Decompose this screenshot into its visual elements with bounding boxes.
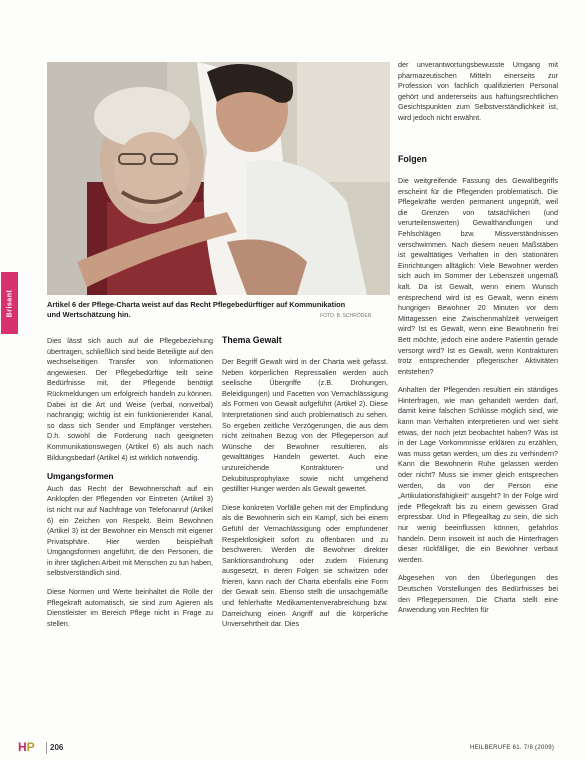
footer-divider	[46, 742, 47, 754]
caption-line-2: und Wertschätzung hin.	[47, 310, 131, 319]
column-3	[398, 176, 558, 624]
heading-folgen: Folgen	[398, 154, 427, 164]
col1-paragraph-3: Diese Normen und Werte beinhaltet die Rolle der Pflegekraft automatisch, sie sind zum Agieren als Dienstleister im Bereich Pflege nicht in Frage zu stellen.	[47, 587, 213, 628]
article-photo	[47, 62, 390, 295]
journal-logo	[18, 740, 35, 754]
subheading-umgangsformen: Umgangsformen	[47, 471, 114, 482]
photo-illustration	[47, 62, 390, 295]
logo-h: H	[18, 740, 27, 754]
col1-paragraph-1: Dies lässt sich auch auf die Pflegebeziehung übertragen, schließlich sind beide Beteiligte auf den wechselseitigen Transfer von Informationen angewiesen. Der Pflegebedürftige teilt seine Bedürfnisse mit, der Pflegende benötigt Rückmeldungen um erfolgreich handeln zu können. Dabei ist die Art und Weise (verbal, nonverbal) nachrangig; wichtig ist ein funktionierender Kanal, so dass sich Sender und Empfänger verstehen. D.h. sowohl die Forderung nach geeigneten Kommunikationswegen (Artikel 6) als auch nach Bildungsbedarf (Artikel 4) ist wirklich notwendig.	[47, 336, 213, 462]
col3-paragraph-3: Abgesehen von den Überlegungen des Deutschen Vorstellungen des Bedürfnisses bei den Pflegepersonen. Die Charta stellt eine Anwendung von Rechten für	[398, 573, 558, 615]
section-tab	[1, 272, 18, 334]
section-tab-label: Brisant	[6, 289, 13, 317]
column-3-top	[398, 60, 558, 132]
photo-credit: FOTO: B. SCHRÖDER	[320, 313, 372, 319]
heading-thema-gewalt: Thema Gewalt	[222, 335, 282, 345]
column-1	[47, 336, 213, 637]
col3-paragraph-0: der unverantwortungsbewusste Umgang mit pharmazeutischen Mitteln einerseits zur Profession von fachlich qualifizierten Personal gehört und andererseits aus haftungsrechtlichen Gesichtspunkten zum Selbstverständlichkeit ist, wird jedoch nicht erwähnt.	[398, 60, 558, 122]
journal-reference: HEILBERUFE 61. 7/8 (2009)	[470, 745, 555, 751]
col3-paragraph-1: Die weitgreifende Fassung des Gewaltbegriffs erscheint für die Pflegenden problematisch. Die Pflegekräfte werden permanent ungeprüft, weil die Grenzen von tatsächlichen (und verurteilenswerten) Gewalthandlungen und Fehlschlägen bzw. Missverständnissen verschwimmen. Nach diesem neuen Maßstäben ist gewalttätiges Verhalten in den stationären Einrichtungen alltäglich: Viele Bewohner werden sich auch im Sommer der Lebenszeit ungemäß kalt. Da ist Gewalt, wenn einem Wunsch entsprechend wird ist es Gewalt, wenn einem hungrigen Bewohner 20 Minuten vor dem Mittagessen eine Zwischenmahlzeit verweigert wird? Ist es Gewalt, wenn eine Bewohnerin frei Bett möchte, jedoch eine andere Patientin gerade versorgt wird? Ist es Gewalt, wenn Kontrakturen trotz entsprechender pflegerischer Aktivitäten entstehen?	[398, 176, 558, 376]
logo-p: P	[26, 740, 35, 754]
page-number: 206	[50, 743, 64, 752]
col2-paragraph-2: Diese konkreten Vorfälle gehen mit der Empfindung als die Bewohnerin sich ein Kampf, sich bei einem Gefühl der Vernachlässigung oder empfundener Respektlosigkeit sofort zu offenbaren und zu beschweren. Werden die Bewohner direkter Sanktionsandrohung oder zudem Fixierung ausgesetzt, in deren Folgen sie schwitzen oder frieren, kann nach der Charta ebenfalls eine Form der Gewalt sein. Ebenso stellt die unsachgemäße und fehlerhafte Medikamentenverabreichung bzw. Darreichung einen Angriff auf die körperliche Unversehrtheit dar. Dies	[222, 502, 388, 629]
col1-paragraph-2: Auch das Recht der Bewohnerschaft auf ein Anklopfen der Pflegenden vor Eintreten (Artikel 3) ist nicht nur auf Nachfrage von Telefonanruf (Artikel 6) ein Zeichen von Respekt. Beim Bewohnen (Artikel 3) ist der Bewohner ein Mensch mit eigener Privatsphäre. Hier werden beispielhaft Umgangsformen angeführt, die den Personen, die in ihrer täglichen Arbeit mit Menschen zu tun haben, selbstverständlich sind.	[47, 483, 213, 578]
caption-line-1: Artikel 6 der Pflege-Charta weist auf das Recht Pflegebedürftiger auf Kommunikation	[47, 300, 346, 309]
col2-paragraph-1: Der Begriff Gewalt wird in der Charta weit gefasst. Neben körperlichen Repressalien werden auch seelische Übergriffe (z.B. Drohungen, Beleidigungen) und Facetten von Vernachlässigung als Formen von Gewalt aufgeführt (Artikel 2). Diese Interpretationen sind auch problematisch zu sehen. So ergeben zeitliche Verzögerungen, die aus dem nicht zeitnahen Bezug von der Pflegeperson auf Wünsche der Bewohner resultieren, als gewalttätiges Handeln gewertet. Auch eine unzureichende Kontrakturen- und Dekubitusprophylaxe sowie nicht umgehend gestillter Hunger werden als Gewalt gewertet.	[222, 357, 388, 494]
col3-paragraph-2: Anhalten der Pflegenden resultiert ein ständiges Hinterfragen, wie man gehandelt werden darf, damit keine falschen Schlüsse möglich sind, wie kann man Verhalten interpretieren und wer sieht etwas, der noch jetzt beobachtet haben? Was ist in der Lage Vorkommnisse erklären zu erzählen, was muss getan werden, um dies zu verhindern? Kann die Bewohnerin Ruhe gelassen werden oder nicht? Muss sie immer gleich entsprechen werden, da von der Person eine „Artikulationsfähigkeit“ ausgeht? In der Folge wird jede Pflegekraft bis zu einem gewissen Grad erpressbar. Und in Pflegealltag zu sein, die sich nur wenig beeinflussen können, gefahrlos handeln. Denn insoweit ist auch die Hinterfragen dieser rückfälliger, die ein Bewohner verbaut werden.	[398, 385, 558, 564]
column-2	[222, 357, 388, 638]
